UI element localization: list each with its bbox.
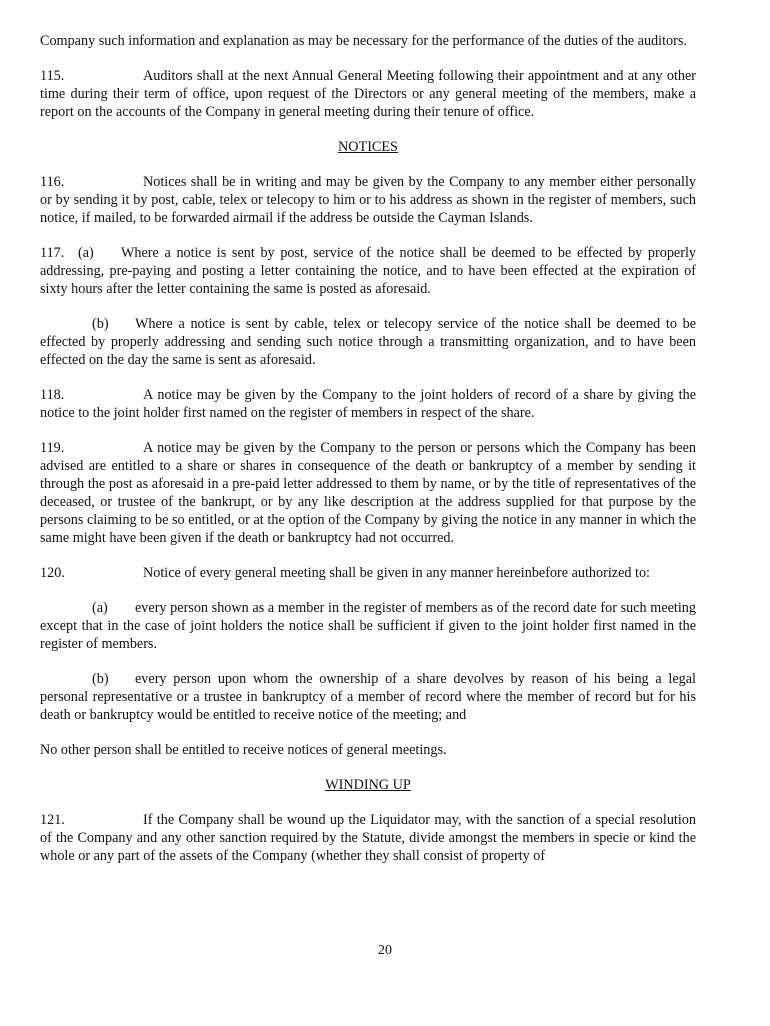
paragraph-text: Company such information and explanation as may be necessary for the performance of the duties of the auditors. [40,33,687,49]
clause-text: Notices shall be in writing and may be given by the Company to any member either personally or by sending it by post, cable, telex or telecopy to him or to his address as shown in the register of members, such notice, if mailed, to be forwarded airmail if the address be outside the Cayman Islands. [40,174,696,226]
paragraph-text: No other person shall be entitled to receive notices of general meetings. [40,742,447,758]
clause-120 [40,564,696,582]
clause-text: Where a notice is sent by cable, telex or telecopy service of the notice shall be deemed to be effected by properly addressing and sending such notice through a transmitting organization, and to have been effected on the day the same is sent as aforesaid. [40,316,696,368]
clause-text: Where a notice is sent by post, service of the notice shall be deemed to be effected by properly addressing, pre-paying and posting a letter containing the notice, and to have been effected at the expiration of sixty hours after the letter containing the same is posted as aforesaid. [40,245,696,297]
section-heading-notices: NOTICES [338,139,398,155]
clause-text: If the Company shall be wound up the Liquidator may, with the sanction of a special resolution of the Company and any other sanction required by the Statute, divide amongst the members in specie or kind the whole or any part of the assets of the Company (whether they shall consist of property of [40,812,696,864]
clause-121 [40,811,696,865]
clause-119 [40,439,696,547]
clause-text: A notice may be given by the Company to the joint holders of record of a share by giving the notice to the joint holder first named on the register of members in respect of the share. [40,387,696,421]
clause-117a [40,244,696,298]
subclause-label: (b) [92,671,109,687]
subclause-label: (b) [92,316,109,332]
clause-120b [40,670,696,724]
section-heading-winding-up: WINDING UP [325,777,411,793]
clause-115 [40,67,696,121]
clause-number: 118. [40,387,65,403]
subclause-label: (a) [78,245,94,261]
clause-116 [40,173,696,227]
clause-number: 119. [40,440,65,456]
clause-text: A notice may be given by the Company to the person or persons which the Company has been advised are entitled to a share or shares in consequence of the death or bankruptcy of a member by sending it through the post as aforesaid in a pre-paid letter addressed to them by name, or by the title of representatives of the deceased, or trustee of the bankrupt, or by any like description at the address supplied for that purpose by the persons claiming to be so entitled, or at the option of the Company by giving the notice in any manner in which the same might have been given if the death or bankruptcy had not occurred. [40,440,696,546]
clause-number: 116. [40,174,65,190]
clause-text: Auditors shall at the next Annual General Meeting following their appointment and at any other time during their term of office, upon request of the Directors or any general meeting of the members, make a report on the accounts of the Company in general meeting during their tenure of office. [40,68,696,120]
clause-118 [40,386,696,422]
page-number: 20 [378,943,392,958]
clause-text: every person upon whom the ownership of a share devolves by reason of his being a legal personal representative or a trustee in bankruptcy of a member of record where the member of record but for his death or bankruptcy would be entitled to receive notice of the meeting; and [40,671,696,723]
clause-text: every person shown as a member in the register of members as of the record date for such meeting except that in the case of joint holders the notice shall be sufficient if given to the joint holder first named in the register of members. [40,600,696,652]
clause-number: 117. [40,245,65,261]
clause-117b [40,315,696,369]
paragraph-continuation [40,32,696,50]
clause-text: Notice of every general meeting shall be given in any manner hereinbefore authorized to: [143,565,650,581]
clause-number: 121. [40,812,65,828]
subclause-label: (a) [92,600,108,616]
clause-number: 115. [40,68,65,84]
document-page [40,32,696,882]
clause-120a [40,599,696,653]
clause-number: 120. [40,565,65,581]
paragraph-no-other [40,741,696,759]
